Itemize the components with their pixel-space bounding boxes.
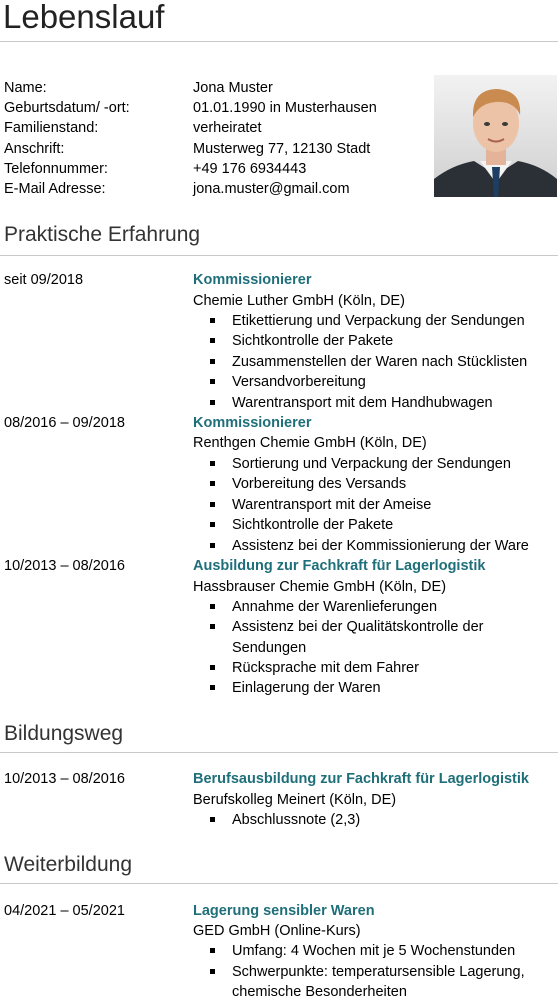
phone-label: Telefonnummer: xyxy=(4,161,108,177)
entry-date: 08/2016 – 09/2018 xyxy=(4,415,125,431)
birth-value: 01.01.1990 in Musterhausen xyxy=(193,100,377,116)
entry-date: 10/2013 – 08/2016 xyxy=(4,771,125,787)
bullet-icon xyxy=(210,948,215,953)
name-label: Name: xyxy=(4,80,47,96)
bullet-text: Zusammenstellen der Waren nach Stücklisten xyxy=(232,354,528,370)
birth-label: Geburtsdatum/ -ort: xyxy=(4,100,130,116)
divider xyxy=(0,41,558,42)
bullet-icon xyxy=(210,481,215,486)
bullet-icon xyxy=(210,624,215,629)
profile-photo xyxy=(434,75,557,197)
bullet-icon xyxy=(210,817,215,822)
bullet-icon xyxy=(210,400,215,405)
bullet-text: Assistenz bei der Qualitätskontrolle der xyxy=(232,619,484,635)
bullet-text: Versandvorbereitung xyxy=(232,374,366,390)
bullet-icon xyxy=(210,969,215,974)
entry-role: Kommissionierer xyxy=(193,415,312,431)
entry-company: GED GmbH (Online-Kurs) xyxy=(193,923,361,939)
address-label: Anschrift: xyxy=(4,141,65,157)
bullet-icon xyxy=(210,379,215,384)
section-heading-education: Bildungsweg xyxy=(4,722,124,745)
bullet-text: Sortierung und Verpackung der Sendungen xyxy=(232,456,511,472)
entry-date: seit 09/2018 xyxy=(4,272,84,288)
email-label: E-Mail Adresse: xyxy=(4,181,106,197)
address-value: Musterweg 77, 12130 Stadt xyxy=(193,141,371,157)
bullet-icon xyxy=(210,338,215,343)
bullet-text: Annahme der Warenlieferungen xyxy=(232,599,438,615)
bullet-icon xyxy=(210,665,215,670)
bullet-text-continued: chemische Besonderheiten xyxy=(232,984,407,1000)
bullet-text: Rücksprache mit dem Fahrer xyxy=(232,660,419,676)
marital-label: Familienstand: xyxy=(4,120,99,136)
bullet-icon xyxy=(210,604,215,609)
section-heading-training: Weiterbildung xyxy=(4,853,133,876)
entry-date: 10/2013 – 08/2016 xyxy=(4,558,125,574)
name-value: Jona Muster xyxy=(193,80,273,96)
marital-value: verheiratet xyxy=(193,120,262,136)
page-title: Lebenslauf xyxy=(3,0,165,35)
entry-role: Lagerung sensibler Waren xyxy=(193,903,375,919)
bullet-icon xyxy=(210,502,215,507)
bullet-icon xyxy=(210,685,215,690)
entry-company: Hassbrauser Chemie GmbH (Köln, DE) xyxy=(193,579,447,595)
bullet-icon xyxy=(210,359,215,364)
divider xyxy=(0,752,558,753)
bullet-icon xyxy=(210,318,215,323)
entry-company: Chemie Luther GmbH (Köln, DE) xyxy=(193,293,405,309)
bullet-icon xyxy=(210,522,215,527)
bullet-text: Assistenz bei der Kommissionierung der Ware xyxy=(232,538,529,554)
bullet-text-continued: Sendungen xyxy=(232,640,307,656)
entry-role: Kommissionierer xyxy=(193,272,312,288)
bullet-text: Sichtkontrolle der Pakete xyxy=(232,333,394,349)
entry-role: Ausbildung zur Fachkraft für Lagerlogistik xyxy=(193,558,486,574)
divider xyxy=(0,255,558,256)
bullet-text: Warentransport mit der Ameise xyxy=(232,497,432,513)
bullet-text: Schwerpunkte: temperatursensible Lagerung, xyxy=(232,964,525,980)
entry-date: 04/2021 – 05/2021 xyxy=(4,903,125,919)
email-value: jona.muster@gmail.com xyxy=(193,181,350,197)
bullet-text: Umfang: 4 Wochen mit je 5 Wochenstunden xyxy=(232,943,516,959)
section-heading-experience: Praktische Erfahrung xyxy=(4,223,201,246)
bullet-text: Etikettierung und Verpackung der Sendungen xyxy=(232,313,525,329)
bullet-text: Einlagerung der Waren xyxy=(232,680,381,696)
bullet-icon xyxy=(210,461,215,466)
bullet-icon xyxy=(210,543,215,548)
bullet-text: Abschlussnote (2,3) xyxy=(232,812,361,828)
phone-value: +49 176 6934443 xyxy=(193,161,307,177)
entry-company: Renthgen Chemie GmbH (Köln, DE) xyxy=(193,435,427,451)
bullet-text: Warentransport mit dem Handhubwagen xyxy=(232,395,493,411)
entry-role: Berufsausbildung zur Fachkraft für Lagerlogistik xyxy=(193,771,529,787)
divider xyxy=(0,883,558,884)
bullet-text: Sichtkontrolle der Pakete xyxy=(232,517,394,533)
bullet-text: Vorbereitung des Versands xyxy=(232,476,407,492)
entry-company: Berufskolleg Meinert (Köln, DE) xyxy=(193,792,397,808)
